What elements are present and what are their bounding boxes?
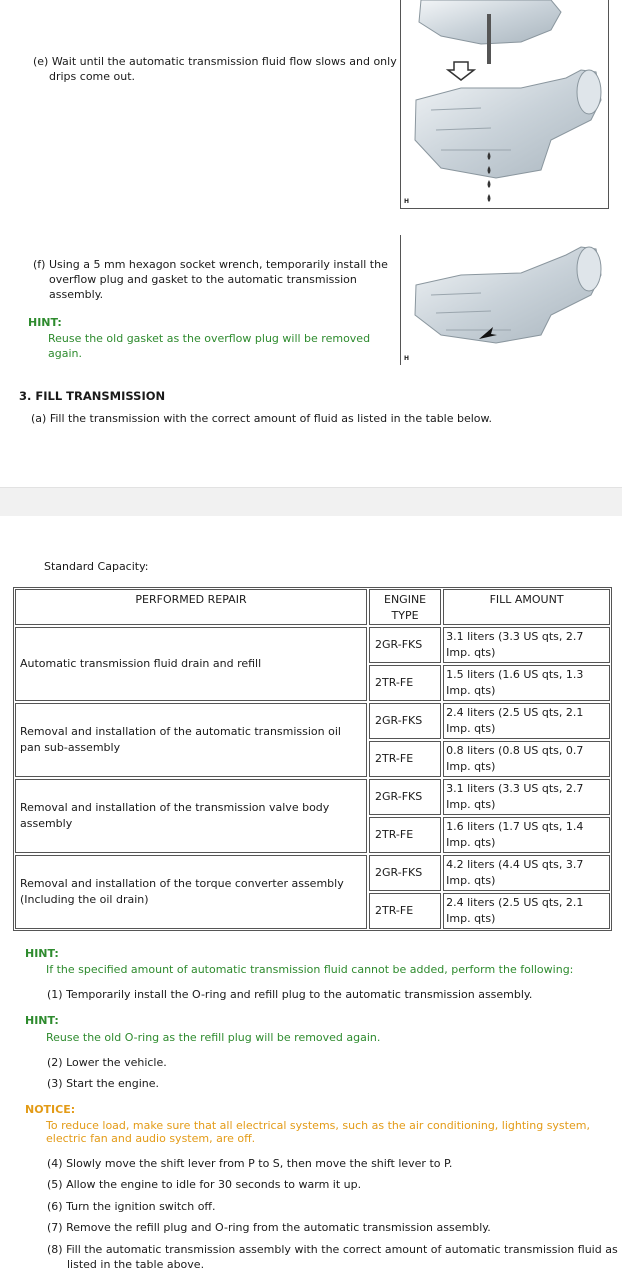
engine-text: 2TR-FE — [375, 676, 414, 689]
engine-text: 2GR-FKS — [375, 866, 423, 879]
engine-text: 2GR-FKS — [375, 790, 423, 803]
header-label: ENGINE TYPE — [384, 593, 427, 622]
hint-text: If the specified amount of automatic transmission fluid cannot be added, perform the following: — [46, 963, 574, 976]
engine-text: 2TR-FE — [375, 828, 414, 841]
repair-text: Removal and installation of the transmission valve body assembly — [20, 801, 330, 830]
engine-cell — [369, 665, 441, 701]
hint-text: Reuse the old gasket as the overflow plug will be removed again. — [48, 332, 371, 360]
fill-text: 0.8 liters (0.8 US qts, 0.7 Imp. qts) — [446, 744, 584, 773]
repair-text: Removal and installation of the torque converter assembly (Including the oil drain) — [20, 877, 344, 906]
fill-cell — [443, 893, 610, 929]
step-f-text: (f) Using a 5 mm hexagon socket wrench, temporarily install the overflow plug and gasket to the automatic transmission assembly. — [33, 258, 388, 301]
engine-cell — [369, 893, 441, 929]
fill-text: 3.1 liters (3.3 US qts, 2.7 Imp. qts) — [446, 782, 584, 811]
notice-label: NOTICE: — [25, 1103, 76, 1116]
figure-fluid-drain — [400, 0, 609, 209]
substep-5: (5) Allow the engine to idle for 30 seconds to warm it up. — [47, 1178, 362, 1191]
notice-text: To reduce load, make sure that all electrical systems, such as the air conditioning, lighting system, electric fan and audio system, are off. — [46, 1119, 590, 1145]
figure-label: H — [404, 198, 410, 205]
fill-cell — [443, 855, 610, 891]
hint-label: HINT: — [28, 316, 62, 329]
fill-text: 1.5 liters (1.6 US qts, 1.3 Imp. qts) — [446, 668, 584, 697]
substep-8: (8) Fill the automatic transmission assembly with the correct amount of automatic transmission fluid as listed in the table above. — [47, 1243, 618, 1271]
header-engine-type — [369, 589, 441, 625]
fill-cell — [443, 703, 610, 739]
header-label: FILL AMOUNT — [489, 593, 564, 606]
table-row — [14, 854, 611, 892]
repair-text: Removal and installation of the automatic transmission oil pan sub-assembly — [20, 725, 341, 754]
engine-cell — [369, 741, 441, 777]
header-fill-amount — [443, 589, 610, 625]
engine-text: 2GR-FKS — [375, 714, 423, 727]
figure-overflow-plug — [400, 235, 608, 365]
table-row — [14, 702, 611, 740]
transmission-drain-illustration — [401, 0, 608, 208]
repair-cell — [15, 627, 367, 701]
engine-cell — [369, 779, 441, 815]
engine-cell — [369, 703, 441, 739]
substep-2: (2) Lower the vehicle. — [47, 1056, 167, 1069]
transmission-plug-illustration — [401, 235, 608, 365]
engine-cell — [369, 817, 441, 853]
fill-text: 1.6 liters (1.7 US qts, 1.4 Imp. qts) — [446, 820, 584, 849]
section-title: 3. FILL TRANSMISSION — [19, 389, 166, 403]
page-divider — [0, 487, 622, 516]
engine-cell — [369, 855, 441, 891]
repair-text: Automatic transmission fluid drain and refill — [20, 657, 262, 670]
engine-cell — [369, 627, 441, 663]
repair-cell — [15, 703, 367, 777]
fill-text: 3.1 liters (3.3 US qts, 2.7 Imp. qts) — [446, 630, 584, 659]
fill-text: 4.2 liters (4.4 US qts, 3.7 Imp. qts) — [446, 858, 584, 887]
hint-text: Reuse the old O-ring as the refill plug will be removed again. — [46, 1031, 381, 1044]
substep-3: (3) Start the engine. — [47, 1077, 160, 1090]
fill-cell — [443, 779, 610, 815]
capacity-table — [13, 587, 612, 931]
substep-7: (7) Remove the refill plug and O-ring from the automatic transmission assembly. — [47, 1221, 491, 1234]
table-row — [14, 626, 611, 664]
engine-text: 2GR-FKS — [375, 638, 423, 651]
fill-cell — [443, 817, 610, 853]
header-label: PERFORMED REPAIR — [135, 593, 247, 606]
fill-cell — [443, 741, 610, 777]
substep-1: (1) Temporarily install the O-ring and refill plug to the automatic transmission assembly. — [47, 988, 533, 1001]
figure-label: H — [404, 355, 410, 362]
engine-text: 2TR-FE — [375, 904, 414, 917]
fill-cell — [443, 665, 610, 701]
table-row — [14, 778, 611, 816]
table-caption: Standard Capacity: — [44, 560, 149, 573]
fill-text: 2.4 liters (2.5 US qts, 2.1 Imp. qts) — [446, 896, 584, 925]
substep-6: (6) Turn the ignition switch off. — [47, 1200, 216, 1213]
section-step-a: (a) Fill the transmission with the correct amount of fluid as listed in the table below. — [31, 412, 493, 425]
header-performed-repair — [15, 589, 367, 625]
substep-4: (4) Slowly move the shift lever from P to S, then move the shift lever to P. — [47, 1157, 453, 1170]
repair-cell — [15, 779, 367, 853]
table-header-row — [14, 588, 611, 626]
fill-text: 2.4 liters (2.5 US qts, 2.1 Imp. qts) — [446, 706, 584, 735]
step-e-text: (e) Wait until the automatic transmission fluid flow slows and only drips come out. — [33, 55, 397, 83]
hint-label: HINT: — [25, 947, 59, 960]
engine-text: 2TR-FE — [375, 752, 414, 765]
hint-label: HINT: — [25, 1014, 59, 1027]
repair-cell — [15, 855, 367, 929]
fill-cell — [443, 627, 610, 663]
